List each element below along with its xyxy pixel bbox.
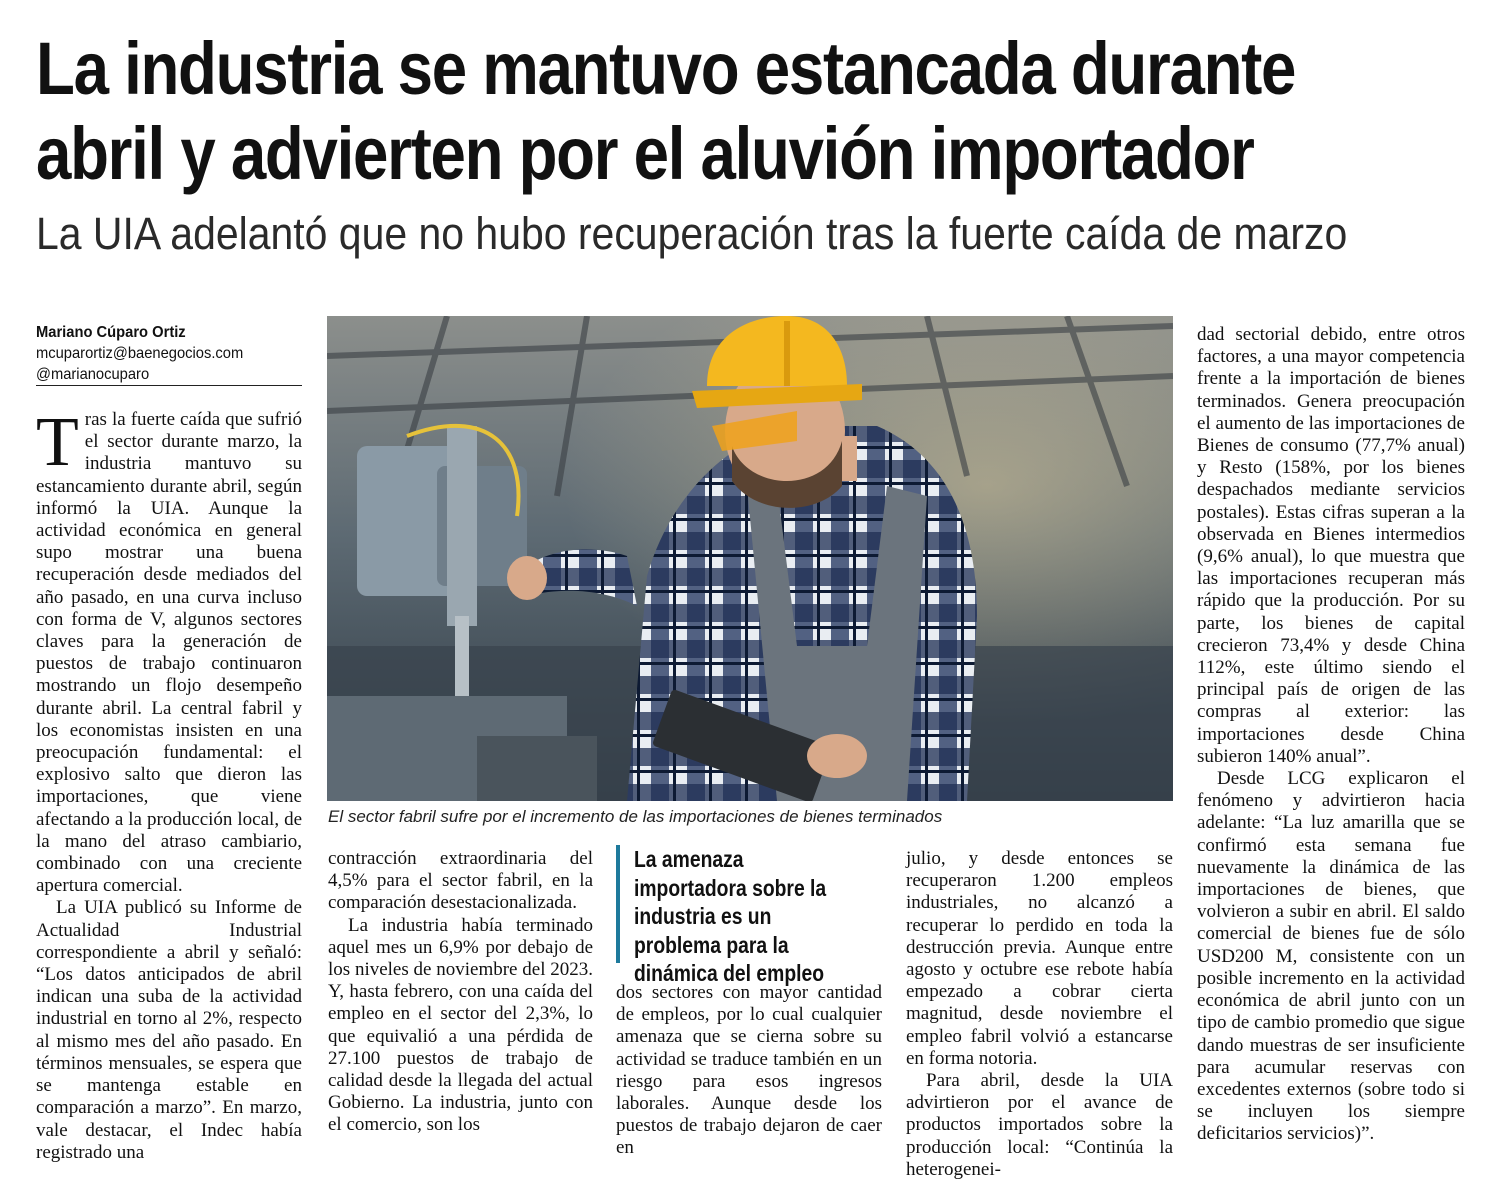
article-paragraph: dos sectores con mayor cantidad de empleos, por lo cual cualquier amenaza que se cierna sobre su actividad se traduce también en un riesgo para esos ingresos laborales. Aunque desde los puestos de trabajo dejaron de caer en — [616, 982, 882, 1159]
subheadline: La UIA adelantó que no hubo recuperación tras la fuerte caída de marzo — [36, 208, 1348, 259]
article-paragraph: La industria había terminado aquel mes un 6,9% por debajo de los niveles de noviembre del 2023. Y, hasta febrero, con una caída del empleo en el sector del 2,3%, lo que equivalió a una pérdida de 27.100 puestos de trabajo de calidad desde la llegada del actual Gobierno. La industria, junto con el comercio, son los — [328, 914, 593, 1136]
paragraph-text: ras la fuerte caída que sufrió el sector durante marzo, la industria mantuvo su estancamiento durante abril, según informó la UIA. Aunque la actividad económica en general supo mostrar una buena recuperación desde mediados del año pasado, en una curva incluso con forma de V, algunos sectores claves para la generación de puestos de trabajo continuaron mostrando un flojo desempeño durante abril. La central fabril y los economistas insisten en una preocupación fundamental: el explosivo salto que dieron las importaciones, que viene afectando a la producción local, de la mano del atraso cambiario, combinado con una creciente apertura comercial. — [36, 409, 302, 897]
headline-line-1: La industria se mantuvo estancada durante — [36, 27, 1296, 110]
article-paragraph: contracción extraordinaria del 4,5% para el sector fabril, en la comparación desestacionalizada. — [328, 848, 593, 914]
author-handle: @marianocuparo — [36, 366, 150, 383]
author-email: mcuparortiz@baenegocios.com — [36, 345, 244, 362]
headline-line-2: abril y advierten por el aluvión importador — [36, 112, 1254, 195]
factory-worker-photo — [327, 316, 1173, 801]
pull-quote-bar — [616, 845, 620, 963]
drop-cap: T — [36, 404, 79, 481]
article-paragraph — [36, 404, 302, 897]
article-paragraph: julio, y desde entonces se recuperaron 1.200 empleos industriales, no alcanzó a recuperar lo perdido en toda la destrucción previa. Aunque entre agosto y octubre ese rebote había empezado a cobrar cierta magnitud, desde noviembre el empleo fabril volvió a estancarse en forma notoria. — [906, 848, 1173, 1069]
article-column-3 — [616, 982, 882, 1160]
byline-divider — [36, 385, 302, 386]
byline — [36, 322, 302, 385]
pull-quote-text: La amenaza importadora sobre la industria es un problema para la dinámica del empleo — [634, 846, 827, 986]
headline — [36, 26, 1296, 196]
pull-quote — [616, 845, 882, 986]
article-column-1 — [36, 404, 302, 1164]
article-paragraph: La UIA publicó su Informe de Actualidad Industrial correspondiente a abril y señaló: “Los datos anticipados de abril indican una suba de la actividad industrial en torno al 2%, respecto al mismo mes del año pasado. En términos mensuales, se espera que se mantenga estable en comparación a marzo”. En marzo, vale destacar, el Indec había registrado una — [36, 897, 302, 1163]
photo-caption: El sector fabril sufre por el incremento de las importaciones de bienes terminados — [328, 807, 943, 826]
article-column-5 — [1197, 324, 1465, 1146]
author-name: Mariano Cúparo Ortiz — [36, 324, 186, 341]
article-paragraph: Para abril, desde la UIA advirtieron por el avance de productos importados sobre la producción local: “Continúa la heterogenei- — [906, 1070, 1173, 1180]
article-column-2 — [328, 848, 593, 1137]
article-paragraph: Desde LCG explicaron el fenómeno y advirtieron hacia adelante: “La luz amarilla que se confirmó esta semana fue nuevamente la dinámica de las importaciones de bienes, que volvieron a subir en abril. El saldo comercial de bienes fue de sólo USD200 M, consistente con un posible incremento en la actividad económica de abril junto con un tipo de cambio promedio que sigue dando muestras de ser insuficiente para acumular reservas con excedentes externos (sobre todo si se incluyen los siempre deficitarios servicios)”. — [1197, 768, 1465, 1145]
article-column-4 — [906, 848, 1173, 1181]
article-paragraph: dad sectorial debido, entre otros factores, a una mayor competencia frente a la importación de bienes terminados. Genera preocupación el aumento de las importaciones de Bienes de consumo (77,7% anual) y Resto (158%, por los bienes despachados mediante servicios postales). Estas cifras superan a la observada en Bienes intermedios (9,6% anual), lo que muestra que las importaciones recuperan más rápido que la producción. Por su parte, los bienes de capital crecieron 73,4% y desde China 112%, este último siendo el principal país de origen de las compras al exterior: las importaciones desde China subieron 140% anual”. — [1197, 324, 1465, 767]
